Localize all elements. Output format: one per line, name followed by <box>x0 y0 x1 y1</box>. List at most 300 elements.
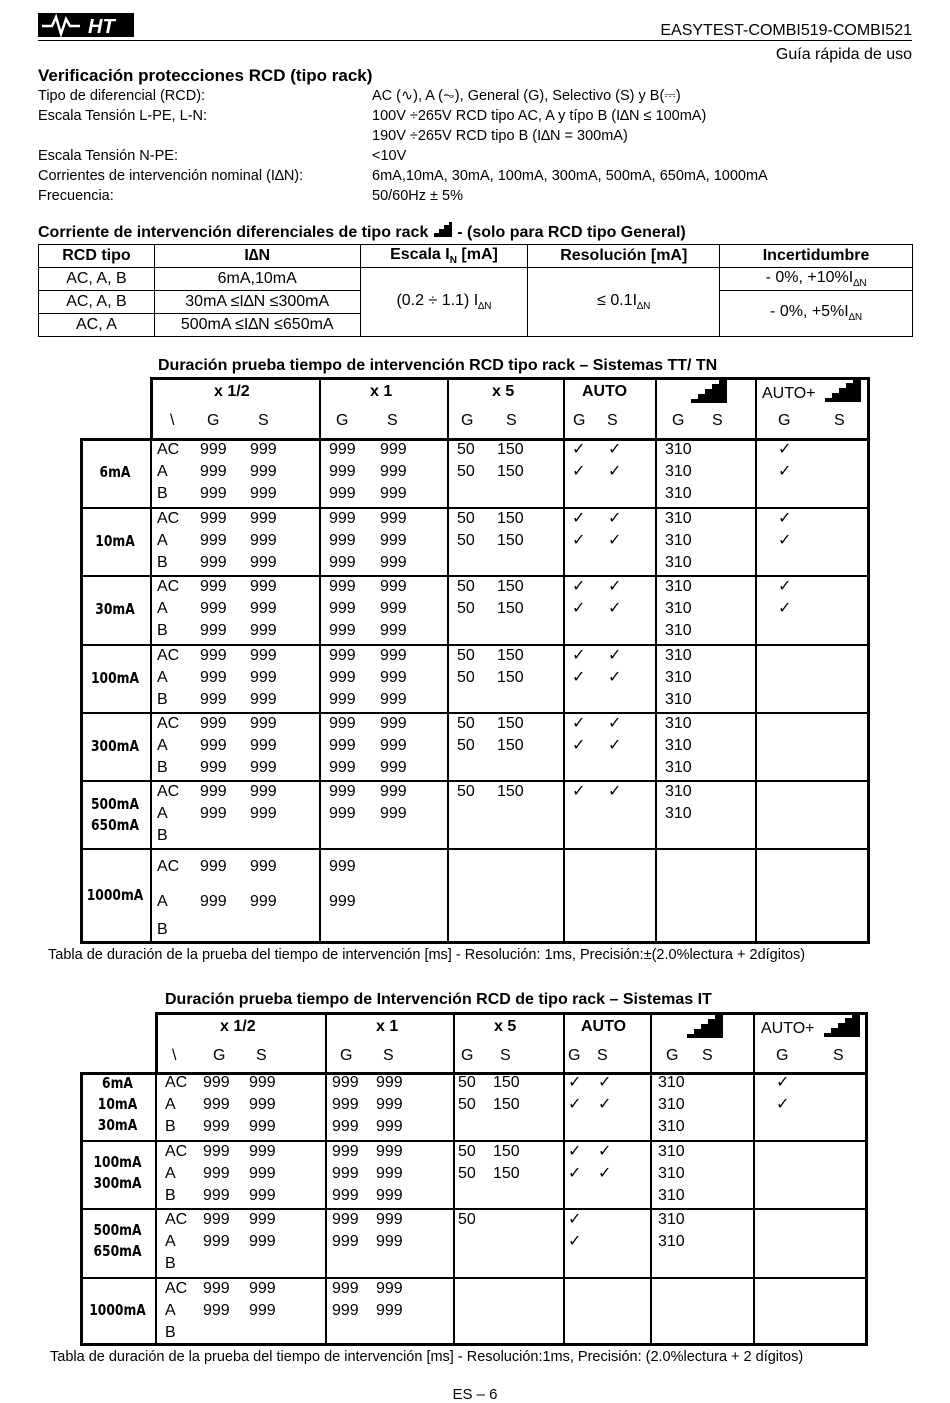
column-divider <box>650 1012 652 1346</box>
spec-label: Frecuencia: <box>38 188 114 204</box>
header-col: x 1 <box>376 1018 399 1035</box>
row-label-line: 30mA <box>97 1116 138 1134</box>
spec-value: 100V ÷265V RCD tipo AC, A y típo B (I∆N ≤ 100mA) <box>372 108 707 124</box>
cell-value: 999 <box>376 1118 403 1135</box>
cell-value: 999 <box>200 783 227 800</box>
cell-value: 999 <box>332 1187 359 1204</box>
check-mark: ✓ <box>598 1096 612 1113</box>
header-col: AUTO <box>582 383 628 400</box>
cell-value: 310 <box>665 532 692 549</box>
cell-value: 999 <box>380 759 407 776</box>
cell-value: 999 <box>250 485 277 502</box>
document-title: EASYTEST-COMBI519-COMBI521 <box>660 22 912 39</box>
row-label-line: 1000mA <box>86 886 144 904</box>
cell-type: B <box>165 1118 176 1135</box>
cell-type: A <box>165 1302 176 1319</box>
cell-value: 999 <box>332 1165 359 1182</box>
specs-title: Verificación protecciones RCD (tipo rack) <box>38 66 373 85</box>
cell-value: 999 <box>380 510 407 527</box>
row-label <box>87 1152 149 1194</box>
header-col: x 1/2 <box>220 1018 256 1035</box>
subheader-general: G <box>672 412 685 429</box>
column-divider <box>155 1012 157 1346</box>
cell-value: 999 <box>329 647 356 664</box>
header-incertidumbre: Incertidumbre <box>720 245 913 268</box>
cell-type: B <box>157 554 168 571</box>
spec-value: 6mA,10mA, 30mA, 100mA, 300mA, 500mA, 650mA, 1000mA <box>372 168 768 184</box>
subheader-general: G <box>568 1047 581 1064</box>
cell-value: 150 <box>497 715 524 732</box>
cell-value: 999 <box>376 1187 403 1204</box>
cell-value: 999 <box>376 1074 403 1091</box>
cell-type: AC <box>165 1143 188 1160</box>
spec-row <box>38 86 918 106</box>
cell-value: 999 <box>376 1096 403 1113</box>
cell-value: 999 <box>250 805 277 822</box>
cell-tipo: AC, A <box>39 314 155 337</box>
cell-value: 999 <box>380 463 407 480</box>
cell-value: 999 <box>332 1211 359 1228</box>
cell-value: 999 <box>250 441 277 458</box>
cell-value: 999 <box>250 510 277 527</box>
check-mark: ✓ <box>572 510 586 527</box>
cell-value: 50 <box>458 1165 476 1182</box>
row-label <box>86 531 143 552</box>
cell-value: 999 <box>203 1143 230 1160</box>
cell-type: B <box>165 1187 176 1204</box>
header-col: x 5 <box>492 383 515 400</box>
spec-label: Escala Tensión L-PE, L-N: <box>38 108 207 124</box>
check-mark: ✓ <box>776 1074 790 1091</box>
cell-value: 50 <box>457 532 475 549</box>
cell-value: 999 <box>203 1302 230 1319</box>
check-mark: ✓ <box>608 783 622 800</box>
cell-value: 999 <box>380 441 407 458</box>
cell-value: 999 <box>203 1211 230 1228</box>
subheader-selective: S <box>833 1047 844 1064</box>
cell-value: 999 <box>249 1302 276 1319</box>
cell-value: 999 <box>329 532 356 549</box>
cell-type: A <box>157 669 168 686</box>
cell-value: 310 <box>658 1165 685 1182</box>
cell-value: 999 <box>376 1211 403 1228</box>
header-col: AUTO <box>581 1018 627 1035</box>
column-divider <box>563 1012 565 1346</box>
subheader-general: G <box>213 1047 226 1064</box>
check-mark: ✓ <box>568 1143 582 1160</box>
cell-value: 999 <box>329 737 356 754</box>
cell-type: B <box>165 1255 176 1272</box>
check-mark: ✓ <box>608 737 622 754</box>
cell-value: 999 <box>200 893 227 910</box>
check-mark: ✓ <box>572 532 586 549</box>
cell-idn: 6mA,10mA <box>154 268 360 291</box>
cell-type: AC <box>157 510 180 527</box>
cell-resolution: ≤ $0.1I_{\Delta N}$ <box>528 268 720 337</box>
check-mark: ✓ <box>608 669 622 686</box>
cell-type: B <box>157 622 168 639</box>
check-mark: ✓ <box>608 647 622 664</box>
cell-value: 999 <box>380 783 407 800</box>
cell-value: 50 <box>457 737 475 754</box>
cell-value: 310 <box>665 441 692 458</box>
current-table <box>38 244 913 337</box>
check-mark: ✓ <box>572 578 586 595</box>
cell-type: AC <box>157 441 180 458</box>
cell-value: 150 <box>493 1143 520 1160</box>
check-mark: ✓ <box>598 1165 612 1182</box>
table-row <box>39 245 913 268</box>
cell-type: A <box>165 1233 176 1250</box>
cell-value: 999 <box>380 691 407 708</box>
cell-value: 999 <box>200 510 227 527</box>
check-mark: ✓ <box>568 1096 582 1113</box>
cell-value: 999 <box>200 691 227 708</box>
cell-type: B <box>157 827 168 844</box>
table-frame-body <box>80 438 870 944</box>
cell-value: 50 <box>457 783 475 800</box>
cell-value: 999 <box>329 858 356 875</box>
cell-value: 310 <box>658 1233 685 1250</box>
cell-value: 999 <box>376 1143 403 1160</box>
column-divider <box>753 1012 755 1346</box>
cell-type: B <box>157 921 168 938</box>
cell-value: 999 <box>200 759 227 776</box>
cell-tipo: AC, A, B <box>39 268 155 291</box>
cell-type: A <box>165 1165 176 1182</box>
subheader-general: G <box>461 412 474 429</box>
row-label <box>86 462 143 483</box>
cell-value: 999 <box>329 510 356 527</box>
cell-type: AC <box>157 715 180 732</box>
spec-row <box>38 126 918 146</box>
row-label-line: 1000mA <box>89 1301 146 1319</box>
cell-value: 50 <box>458 1211 476 1228</box>
cell-value: 999 <box>200 532 227 549</box>
cell-value: 999 <box>329 578 356 595</box>
check-mark: ✓ <box>608 441 622 458</box>
subheader-selective: S <box>383 1047 394 1064</box>
cell-type: B <box>157 485 168 502</box>
spec-value: <10V <box>372 148 407 164</box>
check-mark: ✓ <box>778 510 792 527</box>
cell-type: AC <box>157 858 180 875</box>
cell-value: 50 <box>457 463 475 480</box>
row-label <box>87 1220 149 1262</box>
subheader-selective: S <box>256 1047 267 1064</box>
row-label-line: 6mA <box>99 463 131 481</box>
staircase-icon <box>433 222 453 238</box>
cell-value: 999 <box>203 1165 230 1182</box>
cell-type: A <box>157 532 168 549</box>
cell-uncertainty-1: - 0%, $+10\%I_{\Delta N}$ <box>720 268 913 291</box>
it-table-caption: Tabla de duración de la prueba del tiempo de intervención [ms] - Resolución:1ms, Precisión: (2.0%lectura + 2 dígitos) <box>50 1349 804 1365</box>
cell-value: 999 <box>329 600 356 617</box>
table-row <box>39 268 913 291</box>
cell-value: 310 <box>665 759 692 776</box>
subheader-general: G <box>666 1047 679 1064</box>
cell-value: 999 <box>250 463 277 480</box>
row-divider <box>80 507 870 509</box>
cell-value: 310 <box>665 622 692 639</box>
row-label-line: 650mA <box>90 816 140 834</box>
cell-type: AC <box>157 647 180 664</box>
cell-value: 150 <box>493 1074 520 1091</box>
row-divider <box>80 644 870 646</box>
cell-value: 310 <box>665 647 692 664</box>
cell-value: 999 <box>200 485 227 502</box>
row-label <box>86 599 143 620</box>
cell-value: 150 <box>497 441 524 458</box>
cell-value: 999 <box>200 647 227 664</box>
column-divider <box>453 1012 455 1346</box>
cell-value: 999 <box>250 759 277 776</box>
check-mark: ✓ <box>572 441 586 458</box>
cell-value: 150 <box>497 647 524 664</box>
check-mark: ✓ <box>568 1233 582 1250</box>
row-label-line: 100mA <box>90 669 140 687</box>
tt-table-title: Duración prueba tiempo de intervención RCD tipo rack – Sistemas TT/ TN <box>158 357 718 374</box>
subheader-general: G <box>336 412 349 429</box>
subheader-selective: S <box>506 412 517 429</box>
cell-value: 310 <box>665 463 692 480</box>
header-col: x 1 <box>370 383 393 400</box>
cell-scale: (0.2 ÷ 1.1) $I_{\Delta N}$ <box>360 268 528 337</box>
cell-value: 999 <box>332 1118 359 1135</box>
subheader-selective: S <box>607 412 618 429</box>
row-label <box>86 794 143 836</box>
cell-value: 310 <box>658 1074 685 1091</box>
cell-tipo: AC, A, B <box>39 291 155 314</box>
cell-value: 999 <box>203 1074 230 1091</box>
cell-type: B <box>157 691 168 708</box>
cell-value: 150 <box>497 600 524 617</box>
cell-idn: 30mA ≤I∆N ≤300mA <box>154 291 360 314</box>
header-auto-plus: AUTO+ <box>762 385 816 402</box>
cell-value: 50 <box>457 441 475 458</box>
cell-value: 999 <box>250 622 277 639</box>
cell-value: 150 <box>497 737 524 754</box>
row-divider <box>80 1277 868 1279</box>
cell-value: 999 <box>329 783 356 800</box>
cell-type: A <box>157 737 168 754</box>
cell-value: 150 <box>497 669 524 686</box>
spec-value: 190V ÷265V RCD tipo B (I∆N = 300mA) <box>372 128 628 144</box>
row-label-line: 300mA <box>93 1174 142 1192</box>
row-divider <box>80 712 870 714</box>
subheader-general: G <box>573 412 586 429</box>
row-label-line: 10mA <box>95 532 135 550</box>
subheader-selective: S <box>712 412 723 429</box>
spec-row <box>38 166 918 186</box>
check-mark: ✓ <box>608 578 622 595</box>
cell-value: 999 <box>380 532 407 549</box>
header-auto-plus: AUTO+ <box>761 1020 815 1037</box>
cell-value: 999 <box>200 463 227 480</box>
column-divider <box>319 377 321 944</box>
subheader-selective: S <box>597 1047 608 1064</box>
cell-value: 150 <box>493 1096 520 1113</box>
cell-value: 999 <box>249 1211 276 1228</box>
cell-type: AC <box>157 783 180 800</box>
subheader-general: G <box>340 1047 353 1064</box>
spec-value: 50/60Hz ± 5% <box>372 188 463 204</box>
staircase-icon <box>686 1014 724 1043</box>
spec-row <box>38 106 918 126</box>
subheader-type: \ <box>172 1047 177 1064</box>
cell-value: 999 <box>329 691 356 708</box>
cell-value: 999 <box>249 1074 276 1091</box>
cell-value: 999 <box>250 858 277 875</box>
header-resolucion: Resolución [mA] <box>528 245 720 268</box>
cell-type: A <box>157 805 168 822</box>
cell-value: 310 <box>665 715 692 732</box>
row-label-line: 300mA <box>90 737 140 755</box>
check-mark: ✓ <box>776 1096 790 1113</box>
staircase-icon <box>821 1013 863 1042</box>
spec-row <box>38 146 918 166</box>
cell-value: 999 <box>200 578 227 595</box>
page-number: ES – 6 <box>452 1386 498 1403</box>
cell-value: 150 <box>497 532 524 549</box>
row-divider <box>80 848 870 850</box>
cell-value: 50 <box>457 669 475 686</box>
row-label-line: 650mA <box>93 1242 142 1260</box>
cell-type: B <box>165 1324 176 1341</box>
cell-value: 999 <box>329 669 356 686</box>
check-mark: ✓ <box>598 1143 612 1160</box>
check-mark: ✓ <box>778 532 792 549</box>
cell-value: 999 <box>380 669 407 686</box>
subheader-general: G <box>778 412 791 429</box>
row-label <box>86 736 143 757</box>
row-label-line: 100mA <box>93 1153 142 1171</box>
cell-value: 150 <box>493 1165 520 1182</box>
column-divider <box>447 377 449 944</box>
document-subtitle: Guía rápida de uso <box>775 46 912 63</box>
row-label <box>86 885 143 906</box>
cell-value: 310 <box>658 1143 685 1160</box>
cell-value: 999 <box>329 759 356 776</box>
row-divider <box>80 575 870 577</box>
cell-type: A <box>157 893 168 910</box>
check-mark: ✓ <box>778 463 792 480</box>
cell-value: 150 <box>497 463 524 480</box>
cell-value: 999 <box>250 600 277 617</box>
cell-value: 999 <box>376 1165 403 1182</box>
check-mark: ✓ <box>572 647 586 664</box>
cell-value: 999 <box>329 715 356 732</box>
cell-value: 999 <box>332 1280 359 1297</box>
cell-value: 999 <box>200 622 227 639</box>
cell-value: 150 <box>497 510 524 527</box>
cell-value: 999 <box>250 737 277 754</box>
current-table-title: Corriente de intervención diferenciales de tipo rack - (solo para RCD tipo General) <box>38 224 686 241</box>
cell-value: 999 <box>200 554 227 571</box>
check-mark: ✓ <box>608 463 622 480</box>
cell-value: 999 <box>332 1233 359 1250</box>
cell-type: AC <box>165 1074 188 1091</box>
cell-value: 310 <box>665 600 692 617</box>
subheader-general: G <box>776 1047 789 1064</box>
cell-value: 310 <box>658 1187 685 1204</box>
cell-value: 999 <box>329 463 356 480</box>
spec-label: Corrientes de intervención nominal (I∆N): <box>38 168 304 184</box>
cell-value: 310 <box>665 669 692 686</box>
row-label <box>87 1073 149 1136</box>
cell-value: 150 <box>497 783 524 800</box>
svg-text:HT: HT <box>88 16 115 38</box>
cell-value: 999 <box>376 1302 403 1319</box>
cell-type: A <box>157 463 168 480</box>
check-mark: ✓ <box>598 1074 612 1091</box>
cell-value: 50 <box>458 1096 476 1113</box>
column-divider <box>150 377 152 944</box>
cell-value: 999 <box>250 532 277 549</box>
cell-value: 999 <box>249 1096 276 1113</box>
cell-value: 999 <box>203 1280 230 1297</box>
cell-value: 999 <box>329 485 356 502</box>
cell-value: 50 <box>458 1074 476 1091</box>
cell-type: AC <box>165 1211 188 1228</box>
column-divider <box>325 1012 327 1346</box>
cell-value: 999 <box>250 578 277 595</box>
header-divider <box>38 40 912 41</box>
subheader-type: \ <box>170 412 175 429</box>
header-rcd-tipo: RCD tipo <box>39 245 155 268</box>
cell-value: 999 <box>200 715 227 732</box>
cell-value: 999 <box>250 893 277 910</box>
header-idn: I∆N <box>154 245 360 268</box>
check-mark: ✓ <box>608 532 622 549</box>
cell-value: 999 <box>200 600 227 617</box>
cell-value: 999 <box>329 893 356 910</box>
check-mark: ✓ <box>572 463 586 480</box>
cell-value: 999 <box>329 554 356 571</box>
cell-value: 310 <box>665 485 692 502</box>
cell-value: 999 <box>250 647 277 664</box>
cell-value: 50 <box>457 510 475 527</box>
cell-value: 999 <box>200 858 227 875</box>
row-label-line: 30mA <box>95 600 135 618</box>
cell-value: 999 <box>250 783 277 800</box>
cell-value: 50 <box>457 715 475 732</box>
check-mark: ✓ <box>568 1165 582 1182</box>
ht-logo <box>38 9 134 39</box>
cell-type: A <box>157 600 168 617</box>
check-mark: ✓ <box>778 600 792 617</box>
cell-value: 999 <box>203 1118 230 1135</box>
cell-value: 999 <box>332 1302 359 1319</box>
staircase-icon <box>690 379 728 408</box>
check-mark: ✓ <box>568 1211 582 1228</box>
check-mark: ✓ <box>572 600 586 617</box>
cell-value: 310 <box>658 1096 685 1113</box>
cell-value: 50 <box>457 578 475 595</box>
cell-value: 999 <box>380 715 407 732</box>
row-divider <box>80 780 870 782</box>
spec-label: Escala Tensión N-PE: <box>38 148 178 164</box>
cell-value: 50 <box>457 647 475 664</box>
cell-value: 999 <box>332 1143 359 1160</box>
header-col: x 1/2 <box>214 383 250 400</box>
cell-type: B <box>157 759 168 776</box>
cell-value: 999 <box>329 441 356 458</box>
cell-type: A <box>165 1096 176 1113</box>
cell-value: 999 <box>249 1118 276 1135</box>
cell-value: 999 <box>250 691 277 708</box>
cell-value: 999 <box>249 1233 276 1250</box>
